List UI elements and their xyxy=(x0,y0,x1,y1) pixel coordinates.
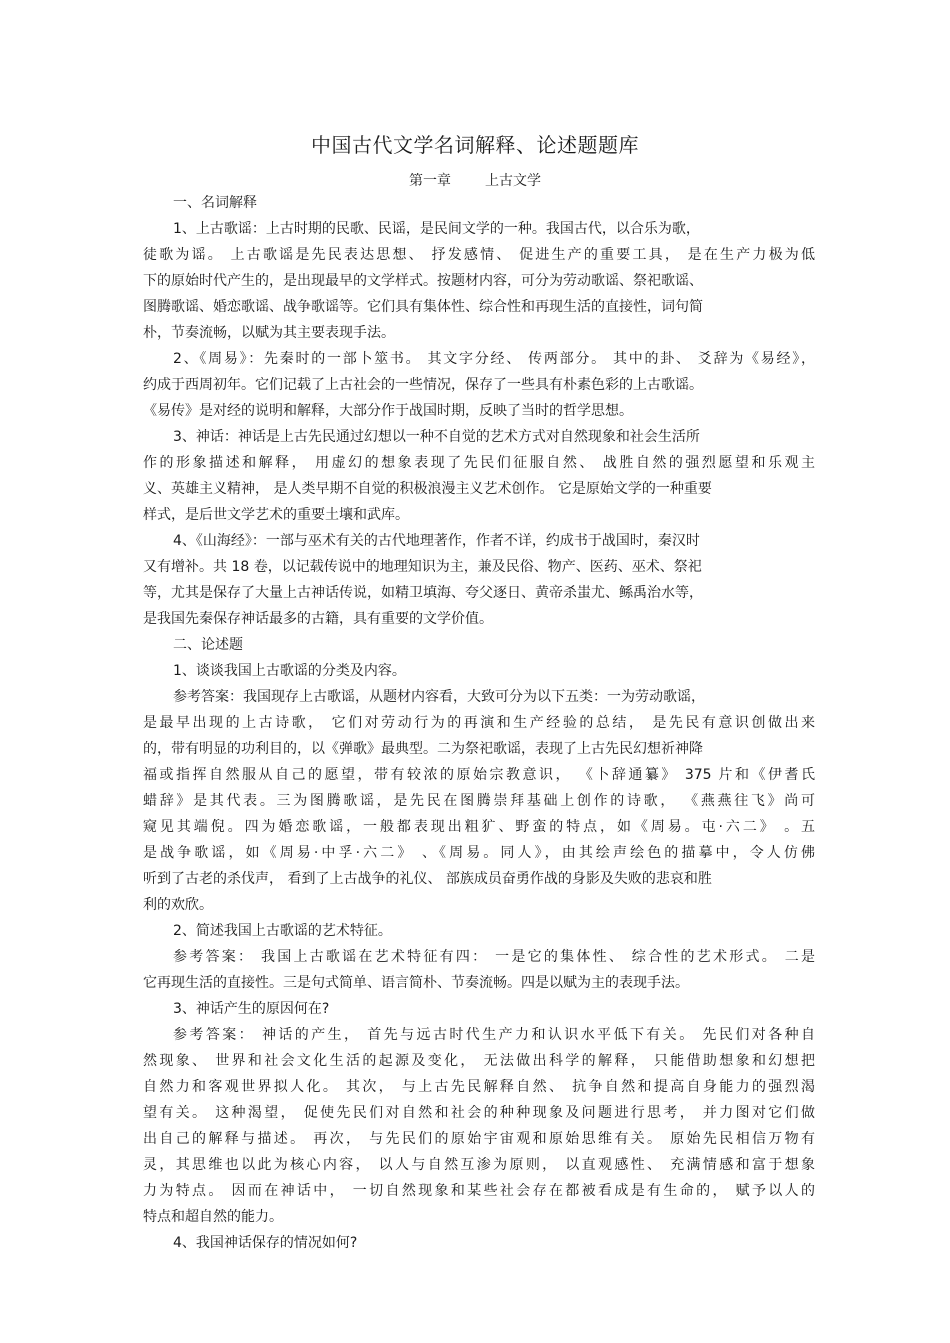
text-line: 然现象、 世界和社会文化生活的起源及变化， 无法做出科学的解释， 只能借助想象和幻想把 xyxy=(143,1053,815,1069)
text-line: 徒歌为谣。 上古歌谣是先民表达思想、 抒发感情、 促进生产的重要工具， 是在生产力极为低 xyxy=(143,247,815,263)
text-line: 听到了古老的杀伐声， 看到了上古战争的礼仪、 部族成员奋勇作战的身影及失败的悲哀和胜 xyxy=(143,871,712,887)
text-line: 它再现生活的直接性。三是句式简单、语言简朴、节奏流畅。四是以赋为主的表现手法。 xyxy=(143,975,689,991)
text-line: 出自己的解释与描述。 再次， 与先民们的原始宇宙观和原始思维有关。 原始先民相信万物有 xyxy=(143,1131,815,1147)
text-line: 是战争歌谣，如《周易·中孚·六二》 、《周易。同人》，由其绘声绘色的描摹中，令人仿佛 xyxy=(143,845,815,861)
text-line: 特点和超自然的能力。 xyxy=(143,1209,283,1225)
text-line: 义、英雄主义精神， 是人类早期不自觉的积极浪漫主义艺术创作。 它是原始文学的一种重要 xyxy=(143,481,712,497)
text-line: 约成于西周初年。它们记载了上古社会的一些情况，保存了一些具有朴素色彩的上古歌谣。 xyxy=(143,377,703,393)
text-line: 等，尤其是保存了大量上古神话传说，如精卫填海、夸父逐日、黄帝杀蚩尤、鲧禹治水等， xyxy=(143,585,703,601)
chapter-name: 上古文学 xyxy=(485,173,541,189)
text-line: 二、论述题 xyxy=(173,637,243,653)
text-line: 4、《山海经》：一部与巫术有关的古代地理著作，作者不详，约成书于战国时，秦汉时 xyxy=(173,533,700,549)
text-line: 望有关。 这种渴望， 促使先民们对自然和社会的种种现象及问题进行思考， 并力图对它们做 xyxy=(143,1105,815,1121)
text-line: 2、《周易》：先秦时的一部卜筮书。 其文字分经、 传两部分。 其中的卦、 爻辞为《易经》， xyxy=(173,351,815,367)
text-line: 《易传》是对经的说明和解释，大部分作于战国时期，反映了当时的哲学思想。 xyxy=(143,403,633,419)
text-line: 朴，节奏流畅，以赋为其主要表现手法。 xyxy=(143,325,395,341)
text-line: 是我国先秦保存神话最多的古籍，具有重要的文学价值。 xyxy=(143,611,493,627)
text-line: 样式，是后世文学艺术的重要土壤和武库。 xyxy=(143,507,409,523)
chapter-number: 第一章 xyxy=(409,173,451,189)
text-line: 4、我国神话保存的情况如何? xyxy=(173,1235,358,1251)
text-line: 又有增补。共 18 卷，以记载传说中的地理知识为主，兼及民俗、物产、医药、巫术、祭祀 xyxy=(143,559,702,575)
text-line: 3、神话产生的原因何在? xyxy=(173,1001,330,1017)
text-line: 是最早出现的上古诗歌， 它们对劳动行为的再演和生产经验的总结， 是先民有意识创做出来 xyxy=(143,715,815,731)
text-line: 一、名词解释 xyxy=(173,195,257,211)
text-line: 力为特点。 因而在神话中， 一切自然现象和某些社会存在都被看成是有生命的， 赋予以人的 xyxy=(143,1183,815,1199)
text-line: 福或指挥自然服从自己的愿望，带有较浓的原始宗教意识， 《卜辞通纂》 375 片和《伊耆氏 xyxy=(143,767,815,783)
text-line: 下的原始时代产生的，是出现最早的文学样式。按题材内容，可分为劳动歌谣、祭祀歌谣、 xyxy=(143,273,703,289)
text-line: 作的形象描述和解释， 用虚幻的想象表现了先民们征服自然、 战胜自然的强烈愿望和乐观主 xyxy=(143,455,815,471)
text-line: 3、神话：神话是上古先民通过幻想以一种不自觉的艺术方式对自然现象和社会生活所 xyxy=(173,429,700,445)
text-line: 1、上古歌谣：上古时期的民歌、民谣，是民间文学的一种。我国古代，以合乐为歌， xyxy=(173,221,700,237)
text-line: 蜡辞》是其代表。三为图腾歌谣，是先民在图腾崇拜基础上创作的诗歌， 《燕燕往飞》尚可 xyxy=(143,793,815,809)
text-line: 参考答案： 神话的产生， 首先与远古时代生产力和认识水平低下有关。 先民们对各种自 xyxy=(173,1027,815,1043)
text-line: 自然力和客观世界拟人化。 其次， 与上古先民解释自然、 抗争自然和提高自身能力的强烈渴 xyxy=(143,1079,815,1095)
text-line: 灵，其思维也以此为核心内容， 以人与自然互渗为原则， 以直观感性、 充满情感和富于想象 xyxy=(143,1157,815,1173)
text-line: 参考答案：我国现存上古歌谣，从题材内容看，大致可分为以下五类：一为劳动歌谣， xyxy=(173,689,705,705)
text-line: 图腾歌谣、婚恋歌谣、战争歌谣等。它们具有集体性、综合性和再现生活的直接性，词句简 xyxy=(143,299,703,315)
text-line: 窥见其端倪。四为婚恋歌谣，一般都表现出粗犷、野蛮的特点，如《周易。屯·六二》 。五 xyxy=(143,819,815,835)
text-line: 1、谈谈我国上古歌谣的分类及内容。 xyxy=(173,663,406,679)
text-line: 的，带有明显的功利目的，以《弹歌》最典型。二为祭祀歌谣，表现了上古先民幻想祈神降 xyxy=(143,741,703,757)
chapter-heading xyxy=(0,170,950,190)
text-line: 2、简述我国上古歌谣的艺术特征。 xyxy=(173,923,392,939)
text-line: 利的欢欣。 xyxy=(143,897,213,913)
document-title: 中国古代文学名词解释、论述题题库 xyxy=(311,133,639,157)
text-line: 参考答案： 我国上古歌谣在艺术特征有四： 一是它的集体性、 综合性的艺术形式。 二是 xyxy=(173,949,815,965)
